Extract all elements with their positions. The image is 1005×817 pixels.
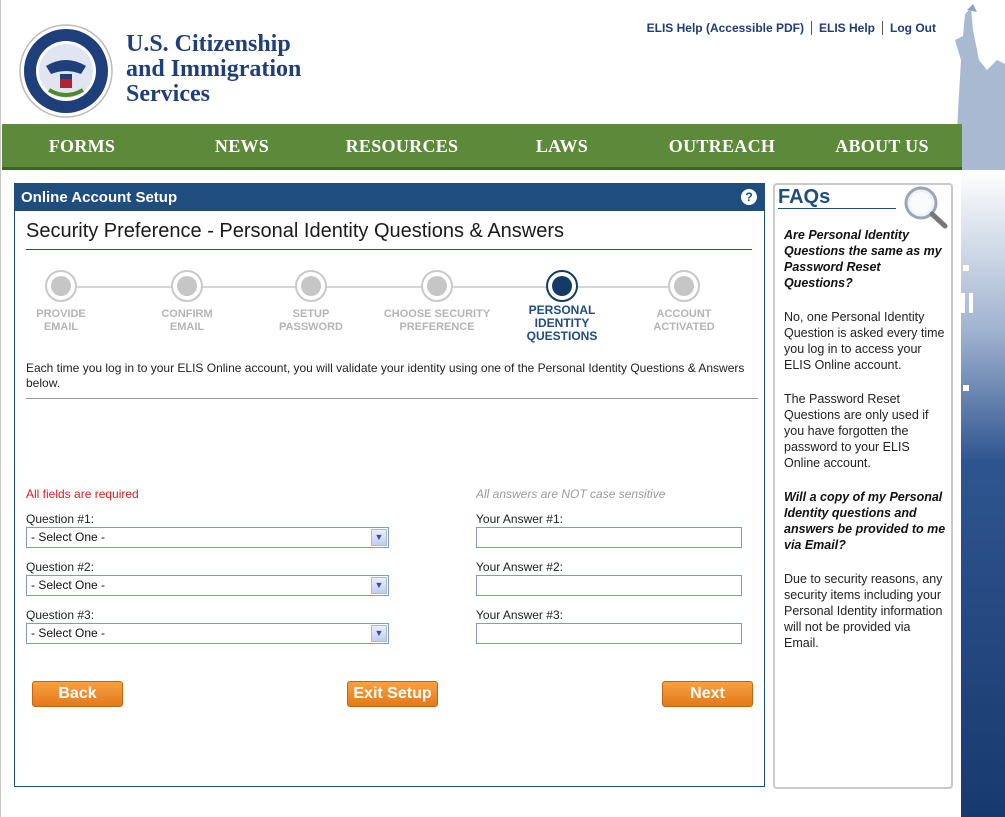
answer-1-label: Your Answer #1: — [476, 512, 563, 526]
step-label: CONFIRM EMAIL — [161, 308, 213, 333]
dhs-seal-logo — [19, 24, 113, 118]
faq-question-2: Will a copy of my Personal Identity questions and answers be provided to me via Email? — [784, 490, 946, 552]
faq-title: FAQs — [778, 186, 831, 208]
step-personal-identity-questions — [502, 270, 622, 343]
question-2-label: Question #2: — [26, 560, 95, 574]
step-provide-email — [1, 270, 121, 334]
next-button[interactable]: Next — [662, 681, 753, 707]
account-setup-panel — [14, 183, 765, 787]
faq-question-1: Are Personal Identity Questions the same as my Password Reset Questions? — [784, 228, 942, 290]
envelope-icon — [45, 270, 77, 302]
email-check-icon — [171, 270, 203, 302]
faq-answer-2: Due to security reasons, any security items including your Personal Identity information will not be provided via Email. — [784, 572, 943, 650]
agency-line-3: Services — [126, 81, 210, 107]
step-account-activated — [624, 270, 744, 334]
nav-forms[interactable]: FORMS — [48, 136, 116, 156]
help-icon[interactable]: ? — [741, 189, 757, 205]
answer-3-input[interactable] — [476, 623, 742, 644]
nav-about-us[interactable]: ABOUT US — [835, 136, 929, 156]
question-3-select[interactable] — [26, 623, 389, 644]
faq-answer-1b: The Password Reset Questions are only used if you have forgotten the password to your ELIS Online account. — [784, 392, 929, 470]
answer-2-input[interactable] — [476, 575, 742, 596]
step-confirm-email — [127, 270, 247, 334]
panel-header — [15, 184, 764, 211]
answer-2-label: Your Answer #2: — [476, 560, 563, 574]
setup-progress-steps — [26, 270, 746, 350]
agency-line-2: and Immigration — [126, 56, 302, 82]
main-nav — [2, 124, 962, 170]
faq-panel — [773, 183, 953, 789]
security-preference-icon — [421, 270, 453, 302]
magnifier-icon — [901, 185, 949, 229]
exit-setup-button[interactable]: Exit Setup — [347, 681, 438, 707]
step-label: PERSONAL IDENTITY QUESTIONS — [526, 303, 598, 343]
top-links — [640, 21, 943, 35]
question-1-select[interactable] — [26, 527, 389, 548]
panel-heading: Online Account Setup — [21, 189, 178, 206]
question-1-label: Question #1: — [26, 512, 95, 526]
log-out-link[interactable]: Log Out — [882, 21, 943, 35]
step-choose-security-preference — [377, 270, 497, 334]
required-note: All fields are required — [26, 487, 139, 501]
faq-divider — [778, 208, 896, 209]
step-setup-password — [251, 270, 371, 334]
elis-help-pdf-link[interactable]: ELIS Help (Accessible PDF) — [646, 21, 804, 35]
case-sensitivity-note: All answers are NOT case sensitive — [476, 487, 666, 501]
answer-3-label: Your Answer #3: — [476, 608, 563, 622]
faq-answer-1a: No, one Personal Identity Question is asked every time you log in to access your ELIS Online account. — [784, 310, 945, 372]
question-1-selected-value: - Select One - — [31, 530, 106, 544]
agency-line-1: U.S. Citizenship — [126, 31, 291, 57]
step-label: SETUP PASSWORD — [279, 308, 343, 333]
back-button[interactable]: Back — [32, 681, 123, 707]
step-label: ACCOUNT ACTIVATED — [653, 308, 715, 333]
question-2-select[interactable] — [26, 575, 389, 596]
identity-question-icon — [546, 270, 578, 302]
answer-1-input[interactable] — [476, 527, 742, 548]
elis-help-link[interactable]: ELIS Help — [811, 21, 882, 35]
nav-laws[interactable]: LAWS — [535, 136, 589, 156]
intro-text: Each time you log in to your ELIS Online account, you will validate your identity using one of the Personal Identity Questions & Answers below. — [26, 361, 758, 399]
chevron-down-icon[interactable]: ▼ — [371, 577, 387, 594]
step-label: PROVIDE EMAIL — [36, 308, 86, 333]
account-activated-icon — [668, 270, 700, 302]
chevron-down-icon[interactable]: ▼ — [371, 625, 387, 642]
question-3-label: Question #3: — [26, 608, 95, 622]
nav-news[interactable]: NEWS — [214, 136, 270, 156]
chevron-down-icon[interactable]: ▼ — [371, 529, 387, 546]
question-2-selected-value: - Select One - — [31, 578, 106, 592]
page-title: Security Preference - Personal Identity Questions & Answers — [26, 220, 752, 250]
step-label: CHOOSE SECURITY PREFERENCE — [383, 308, 491, 333]
agency-name[interactable] — [126, 32, 301, 107]
statue-of-liberty-decoration — [947, 0, 1005, 817]
faq-body — [784, 227, 948, 669]
nav-resources[interactable]: RESOURCES — [345, 136, 459, 156]
nav-outreach[interactable]: OUTREACH — [668, 136, 776, 156]
question-3-selected-value: - Select One - — [31, 626, 106, 640]
password-icon — [295, 270, 327, 302]
